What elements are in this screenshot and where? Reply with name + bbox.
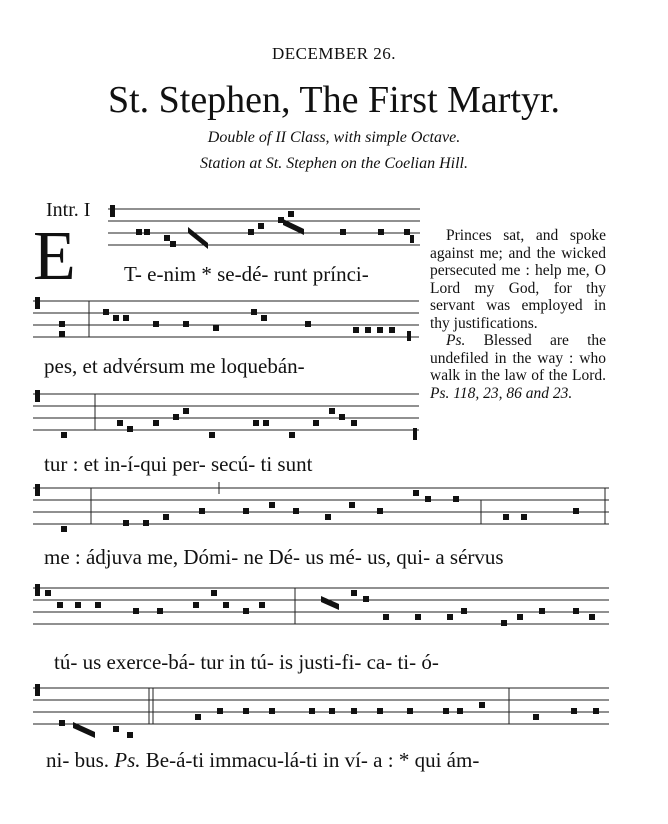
chant-staff-3 — [33, 388, 419, 446]
page-header-date: DECEMBER 26. — [271, 44, 397, 63]
chant-staff-1 — [108, 203, 420, 251]
staff-notation — [33, 682, 609, 740]
staff-notation — [108, 203, 420, 251]
lyric-line-1: T- e-nim * se-dé- runt prínci- — [124, 262, 369, 286]
lyric-line-6-rest: Be-á-ti immacu-lá-ti in ví- a : * qui ám- — [145, 748, 480, 772]
lyric-line-3: tur : et in-í-qui per- secú- ti sunt — [44, 452, 313, 476]
chant-staff-5 — [33, 582, 609, 640]
lyric-line-2: pes, et advérsum me loquebán- — [44, 354, 305, 378]
initial-capital: E — [33, 218, 76, 295]
lyric-line-6 — [46, 748, 479, 773]
lyric-line-4: me : ádjuva me, Dómi- ne Dé- us mé- us, qui- a sérvus — [44, 545, 504, 569]
lyric-line-5: tú- us exerce-bá- tur in tú- is justi-fi- ca- ti- ó- — [54, 650, 439, 674]
translation-psalm-label: Ps. — [446, 332, 466, 349]
subtitle-rank: Double of II Class, with simple Octave. — [207, 129, 461, 146]
page-title: St. Stephen, The First Martyr. — [107, 79, 561, 121]
introit-label: Intr. I — [46, 199, 91, 221]
chant-staff-2 — [33, 295, 419, 351]
chant-staff-6 — [33, 682, 609, 740]
staff-notation — [33, 295, 419, 351]
psalm-label: Ps. — [114, 748, 141, 772]
translation-reference: Ps. 118, 23, 86 and 23. — [430, 384, 573, 402]
chant-staff-4 — [33, 482, 609, 540]
translation-psalm-text: Blessed are the undefiled in the way : who walk in the law of the Lord. — [430, 332, 607, 384]
staff-notation — [33, 388, 419, 446]
translation-paragraph-1: Princes sat, and spoke against me; and the wicked persecuted me : help me, O Lord my God, for thy servant was employed in thy justifications. — [430, 227, 606, 332]
staff-notation — [33, 582, 609, 640]
lyric-line-6-start: ni- bus. — [46, 748, 109, 772]
subtitle-station: Station at St. Stephen on the Coelian Hill. — [200, 155, 468, 172]
translation-paragraph-2 — [430, 332, 606, 402]
staff-notation — [33, 482, 609, 540]
translation-column — [430, 227, 606, 402]
